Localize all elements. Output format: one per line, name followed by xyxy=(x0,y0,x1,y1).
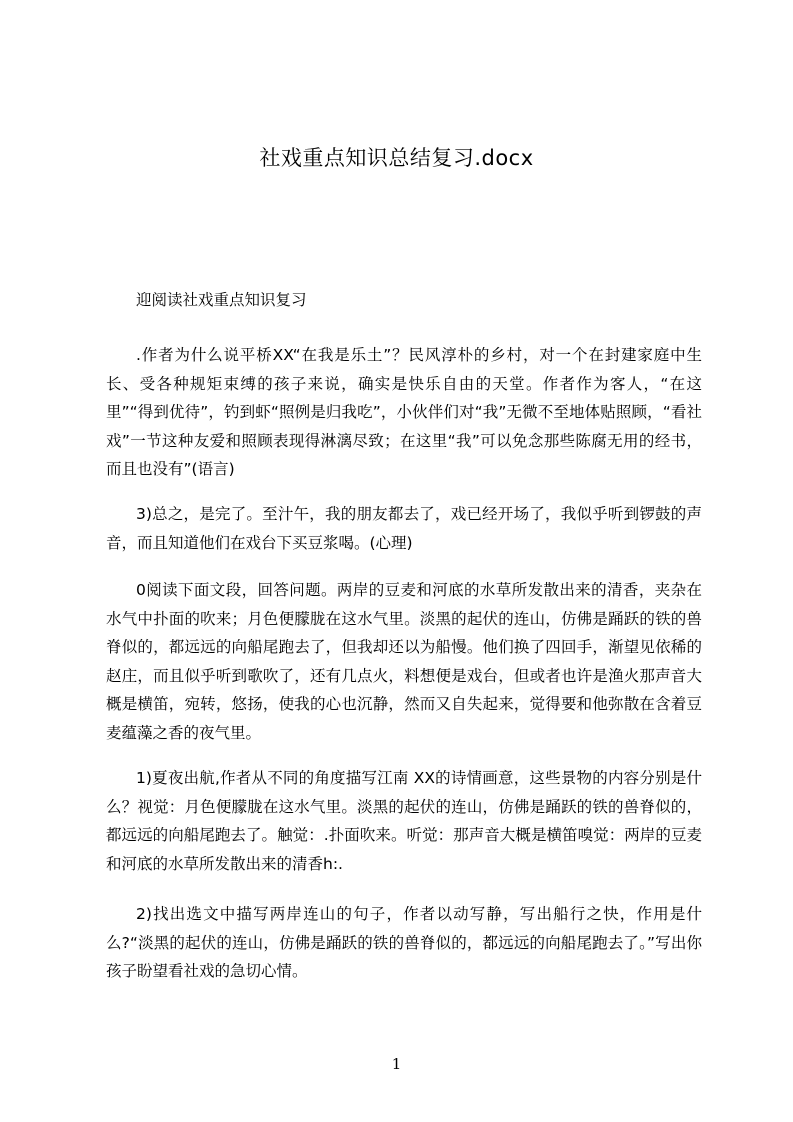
paragraph-1: .作者为什么说平桥XX“在我是乐土”？民风淳朴的乡村，对一个在封建家庭中生长、受各种规矩束缚的孩子来说，确实是快乐自由的天堂。作者作为客人，“在这里”“得到优待”，钓到虾“照例是归我吃”，小伙伴们对“我”无微不至地体贴照顾，“看社戏”一节这种友爱和照顾表现得淋漓尽致；在这里“我”可以免念那些陈腐无用的经书，而且也没有”(语言) xyxy=(106,346,702,478)
intro-line: 迎阅读社戏重点知识复习 xyxy=(136,291,307,309)
paragraph-5: 2)找出选文中描写两岸连山的句子，作者以动写静，写出船行之快，作用是什么?“淡黑的起伏的连山，仿佛是踊跃的铁的兽脊似的，都远远的向船尾跑去了。”写出你孩子盼望看社戏的急切心情。 xyxy=(106,905,702,980)
document-title: 社戏重点知识总结复习.docx xyxy=(259,146,534,170)
paragraph-2: 3)总之，是完了。至汁午，我的朋友都去了，戏已经开场了，我似乎听到锣鼓的声音，而且知道他们在戏台下买豆浆喝。(心理) xyxy=(106,505,702,552)
paragraph-3: 0阅读下面文段，回答问题。两岸的豆麦和河底的水草所发散出来的清香，夹杂在水气中扑面的吹来；月色便朦胧在这水气里。淡黑的起伏的连山，仿佛是踊跃的铁的兽脊似的，都远远的向船尾跑去了，但我却还以为船慢。他们换了四回手，渐望见依稀的赵庄，而且似乎听到歌吹了，还有几点火，料想便是戏台，但或者也许是渔火那声音大概是横笛，宛转，悠扬，使我的心也沉静，然而又自失起来，觉得要和他弥散在含着豆麦蕴藻之香的夜气里。 xyxy=(106,581,702,742)
page-number: 1 xyxy=(391,1055,402,1073)
paragraph-4: 1)夏夜出航,作者从不同的角度描写江南 XX的诗情画意，这些景物的内容分别是什么？视觉：月色便朦胧在这水气里。淡黑的起伏的连山，仿佛是踊跃的铁的兽脊似的，都远远的向船尾跑去了。触觉：.扑面吹来。听觉：那声音大概是横笛嗅觉：两岸的豆麦和河底的水草所发散出来的清香h:. xyxy=(106,769,702,873)
